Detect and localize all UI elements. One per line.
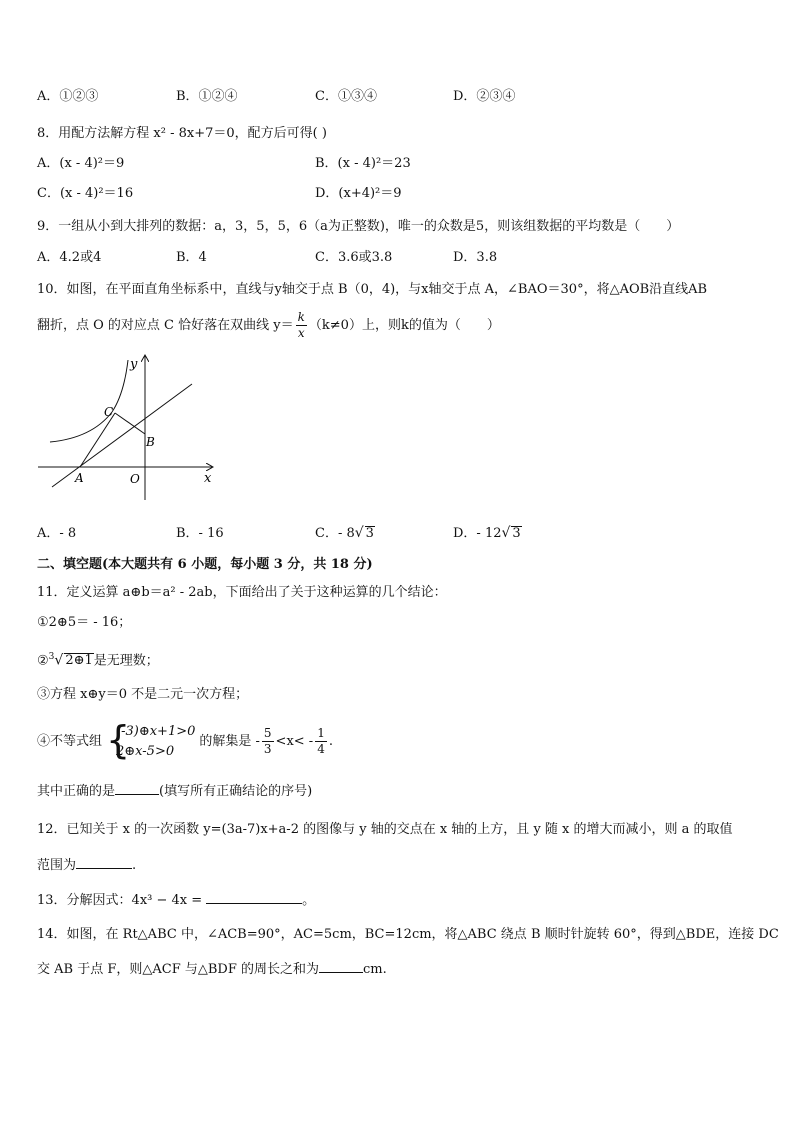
q11-statement-4 <box>37 717 333 764</box>
q12-stem-line2 <box>37 854 136 875</box>
q10-option-a: A．- 8 <box>37 526 77 541</box>
q10-coordinate-figure <box>30 350 230 510</box>
q10-fraction <box>296 310 307 341</box>
q8-option-b: B．(x - 4)²＝23 <box>315 156 411 171</box>
segment-cb <box>115 413 145 434</box>
q7-option-a: A．①②③ <box>37 89 99 104</box>
q12-stem-line1: 12．已知关于 x 的一次函数 y=(3a-7)x+a-2 的图像与 y 轴的交点在 x 轴的上方，且 y 随 x 的增大而减小，则 a 的取值 <box>37 822 733 837</box>
q10-stem-line1: 10．如图，在平面直角坐标系中，直线与y轴交于点 B（0，4)，与x轴交于点 A，∠BAO＝30°，将△AOB沿直线AB <box>37 282 708 297</box>
q14-answer-blank[interactable] <box>319 958 363 973</box>
label-b: B <box>146 435 155 449</box>
q11-f2-den: 4 <box>317 742 325 756</box>
q10-option-b: B．- 16 <box>176 526 224 541</box>
q10-option-d: D．- 12√ 3 <box>453 525 521 541</box>
label-c: C <box>104 405 114 419</box>
q7-option-c: C．①③④ <box>315 89 377 104</box>
q10-frac-num: k <box>297 310 305 324</box>
line-ab <box>52 384 192 487</box>
hyperbola-curve <box>50 360 128 442</box>
q11-inequality-system: { (-3)⊕x+1>0 2⊕x-5>0 <box>106 717 196 762</box>
q13-answer-blank[interactable] <box>206 889 302 904</box>
label-a: A <box>75 471 84 485</box>
label-o: O <box>130 472 140 486</box>
q13-suffix: 。 <box>302 893 316 908</box>
q12-answer-blank[interactable] <box>76 854 132 869</box>
q9-stem: 9．一组从小到大排列的数据：a，3，5，5，6（a为正整数)，唯一的众数是5，则该组数据的平均数是（ ） <box>37 219 680 234</box>
label-x: x <box>204 471 212 486</box>
q10-option-c: C．- 8√ 3 <box>315 525 374 541</box>
q9-option-a: A．4.2或4 <box>37 250 102 265</box>
q11-f1-den: 3 <box>263 742 272 756</box>
q14-suffix: cm. <box>362 962 387 977</box>
q11-answer-suffix: (填写所有正确结论的序号) <box>159 784 313 799</box>
q11-sys-row1: (-3)⊕x+1>0 <box>116 723 196 739</box>
q14-stem-line2 <box>37 958 387 979</box>
q8-option-d: D．(x+4)²＝9 <box>315 186 402 201</box>
q10-stem-part2: （k≠0）上，则k的值为（ ） <box>308 318 500 333</box>
label-y: y <box>130 357 138 372</box>
q11-statement-2: ②$^3$√ 2⊕1是无理数； <box>37 652 159 669</box>
q7-option-d: D．②③④ <box>453 89 516 104</box>
q13-prefix: 13．分解因式：4x³ − 4x = <box>37 893 203 908</box>
q11-sys-row2: 2⊕x-5>0 <box>116 743 175 759</box>
q8-option-a: A．(x - 4)²＝9 <box>37 156 125 171</box>
q12-prefix: 范围为 <box>37 858 77 873</box>
q11-s2-radicand: 2⊕1 <box>65 653 93 669</box>
q11-s2-root-index: 3 <box>48 652 55 662</box>
q11-f1-num: 5 <box>263 726 272 740</box>
q11-statement-3: ③方程 x⊕y＝0 不是二元一次方程； <box>37 687 249 702</box>
q8-option-c: C．(x - 4)²＝16 <box>37 186 134 201</box>
q10-option-c-radicand: 3 <box>365 526 374 541</box>
q13-line <box>37 889 315 910</box>
section-2-heading: 二、填空题(本大题共有 6 小题，每小题 3 分，共 18 分) <box>37 557 373 572</box>
q11-fraction-1 <box>262 726 274 757</box>
q10-stem-line2 <box>37 310 500 342</box>
q14-stem-line1: 14．如图，在 Rt△ABC 中，∠ACB=90°，AC=5cm，BC=12cm，将△ABC 绕点 B 顺时针旋转 60°，得到△BDE，连接 DC <box>37 927 779 942</box>
q10-option-d-radicand: 3 <box>512 526 521 541</box>
q11-fraction-2 <box>315 726 327 757</box>
q11-answer-line <box>37 780 312 801</box>
q9-option-c: C．3.6或3.8 <box>315 250 393 265</box>
q8-stem: 8．用配方法解方程 x² - 8x+7＝0，配方后可得( ) <box>37 126 327 141</box>
q12-end: . <box>132 858 137 873</box>
q11-stem: 11．定义运算 a⊕b＝a² - 2ab，下面给出了关于这种运算的几个结论： <box>37 585 447 600</box>
segment-ac <box>80 413 115 467</box>
q11-s2-prefix: ② <box>37 653 49 669</box>
q10-option-d-text: D．- 12 <box>453 526 502 541</box>
q11-f2-num: 1 <box>317 726 325 740</box>
q11-s4-mid: 的解集是 - <box>199 734 260 749</box>
q11-answer-blank[interactable] <box>115 780 159 795</box>
q11-s4-end: . <box>328 734 333 749</box>
q11-s4-prefix: ④不等式组 <box>37 734 103 749</box>
q11-s2-suffix: 是无理数； <box>93 653 159 669</box>
q10-frac-den: x <box>297 326 305 340</box>
q7-option-b: B．①②④ <box>176 89 238 104</box>
q11-s4-mid2: <x< - <box>275 734 314 749</box>
q11-answer-prefix: 其中正确的是 <box>37 784 116 799</box>
q14-prefix: 交 AB 于点 F，则△ACF 与△BDF 的周长之和为 <box>37 962 319 977</box>
q10-option-c-text: C．- 8 <box>315 526 355 541</box>
q9-option-d: D．3.8 <box>453 250 498 265</box>
q11-statement-1: ①2⊕5＝ - 16； <box>37 615 132 630</box>
q9-option-b: B．4 <box>176 250 207 265</box>
q10-stem-part1: 翻折，点 O 的对应点 C 恰好落在双曲线 y＝ <box>37 318 294 333</box>
